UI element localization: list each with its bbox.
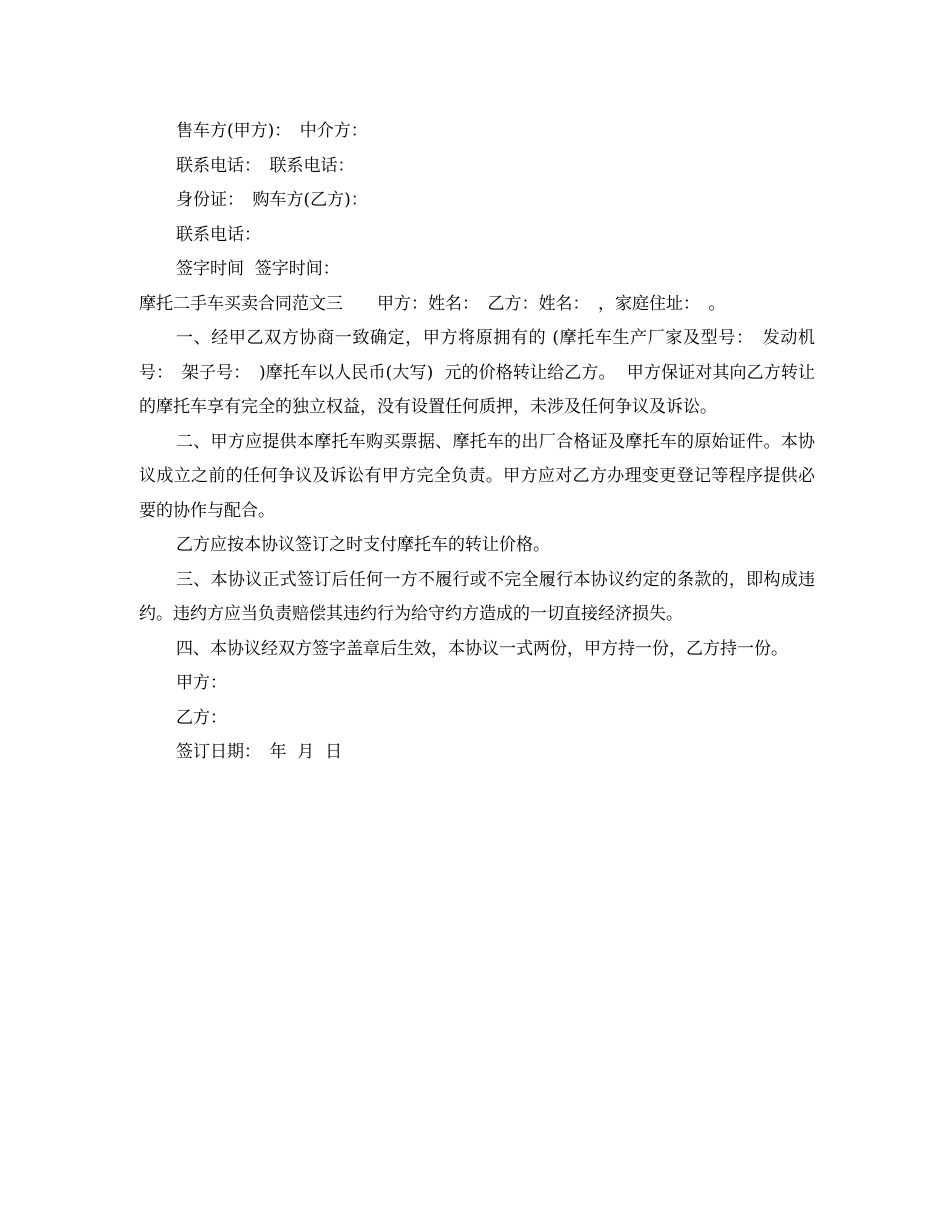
phone-line: 联系电话： 联系电话： — [176, 155, 355, 176]
id-buyer-line: 身份证： 购车方(乙方)： — [176, 190, 368, 210]
contract-body — [139, 114, 815, 770]
clause-three: 三、本协议正式签订后任何一方不履行或不完全履行本协议约定的条款的，即构成违约。违约方应当负责赔偿其违约行为给守约方造成的一切直接经济损失。 — [139, 569, 815, 624]
signing-date-line: 签订日期： 年 月 日 — [176, 742, 343, 762]
party-a-signature-line: 甲方： — [176, 673, 227, 693]
seller-intermediary-line: 售车方(甲方)： 中介方： — [176, 121, 368, 141]
clause-two: 二、甲方应提供本摩托车购买票据、摩托车的出厂合格证及摩托车的原始证件。本协议成立之前的任何争议及诉讼有甲方完全负责。甲方应对乙方办理变更登记等程序提供必要的协作与配合。 — [139, 431, 815, 521]
clause-one: 一、经甲乙双方协商一致确定，甲方将原拥有的 (摩托车生产厂家及型号： 发动机号： 架子号： )摩托车以人民币(大写) 元的价格转让给乙方。 甲方保证对其向乙方转让的摩托车享有完全的独立权益，没有设置任何质押，未涉及任何争议及诉讼。 — [139, 328, 815, 417]
payment-clause: 乙方应按本协议签订之时支付摩托车的转让价格。 — [176, 535, 550, 555]
buyer-phone-line: 联系电话： — [176, 224, 261, 245]
clause-four: 四、本协议经双方签字盖章后生效，本协议一式两份，甲方持一份，乙方持一份。 — [176, 638, 788, 659]
contract-title-line: 摩托二手车买卖合同范文三 甲方：姓名： 乙方：姓名： ，家庭住址： 。 — [139, 293, 726, 314]
signing-time-line: 签字时间 签字时间： — [176, 259, 340, 279]
party-b-signature-line: 乙方： — [176, 707, 227, 728]
